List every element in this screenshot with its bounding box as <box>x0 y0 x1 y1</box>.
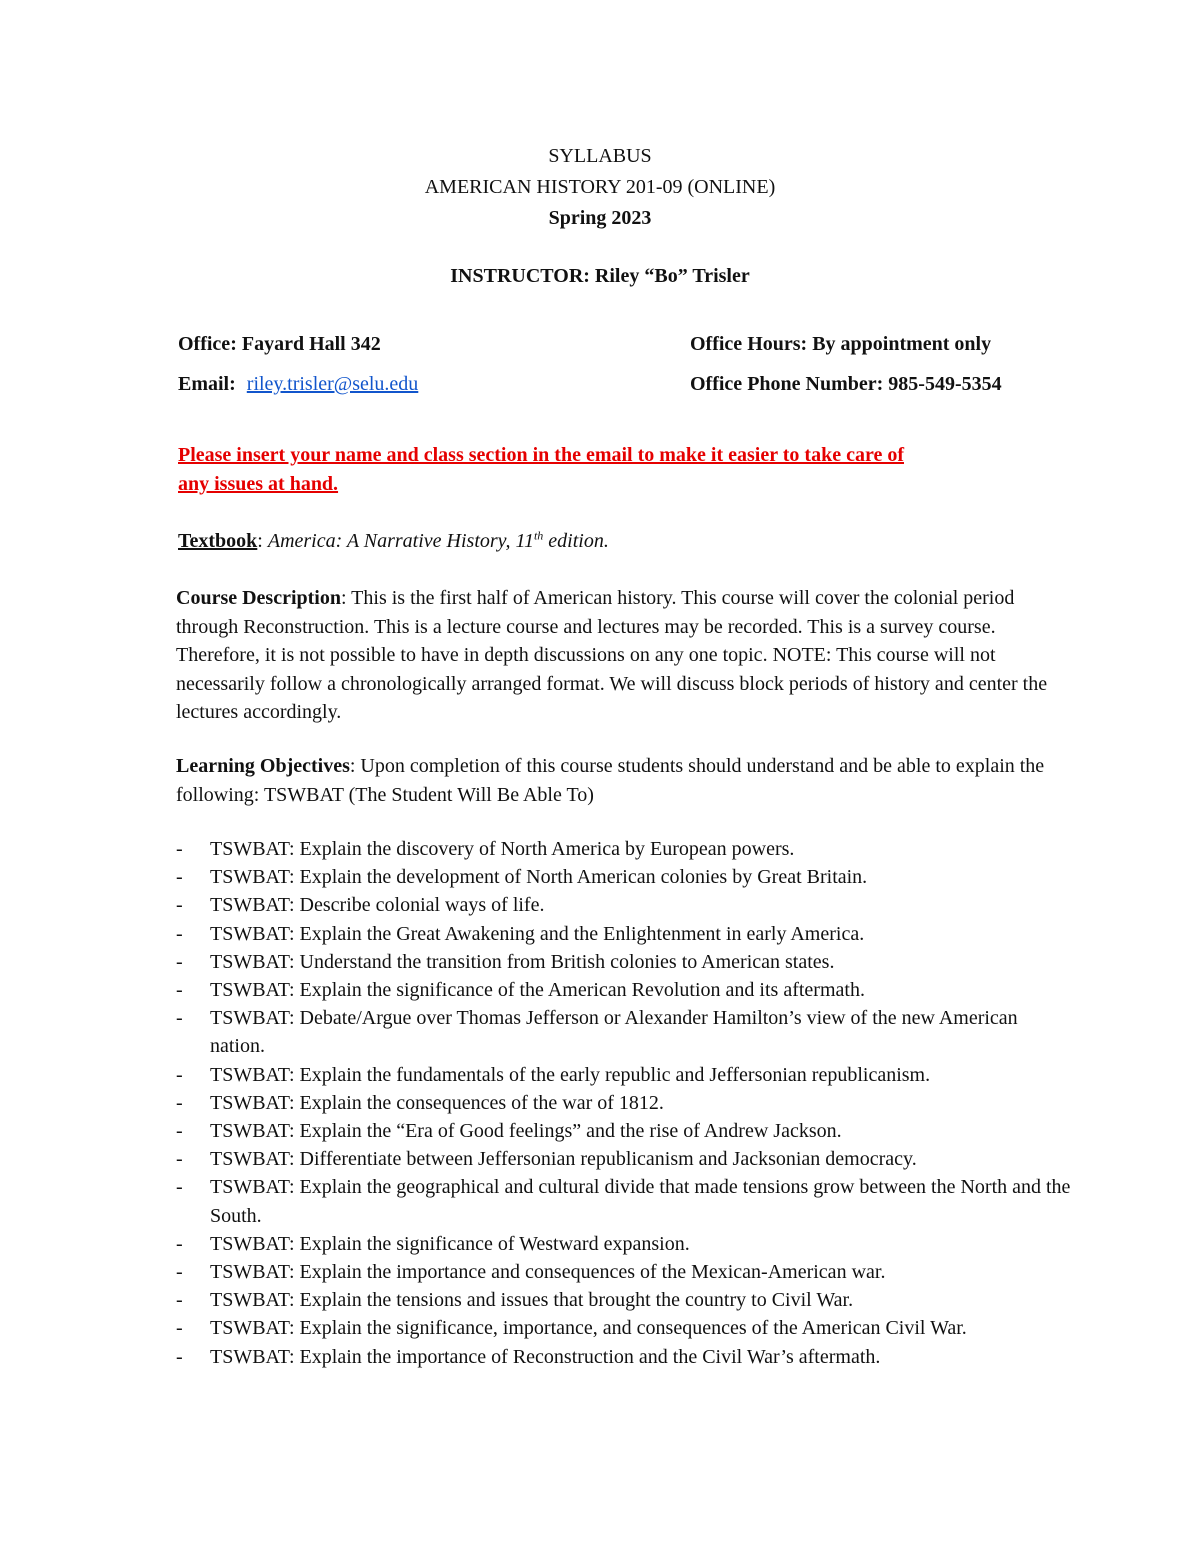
objective-text: TSWBAT: Explain the significance of Westward expansion. <box>210 1232 690 1255</box>
email-label: Email: <box>178 373 236 395</box>
textbook-line <box>178 527 609 555</box>
bullet-dash: - <box>176 1317 183 1340</box>
objective-item <box>176 1258 1076 1286</box>
objective-item <box>176 863 1076 891</box>
course-description <box>176 584 1076 727</box>
textbook-edition: edition. <box>543 530 609 552</box>
objective-text: TSWBAT: Differentiate between Jeffersonian republicanism and Jacksonian democracy. <box>210 1148 917 1171</box>
objective-text: TSWBAT: Explain the importance and consequences of the Mexican-American war. <box>210 1261 886 1284</box>
bullet-dash: - <box>176 1289 183 1312</box>
objective-text: TSWBAT: Explain the “Era of Good feelings” and the rise of Andrew Jackson. <box>210 1120 842 1143</box>
bullet-dash: - <box>176 1345 183 1368</box>
objective-item <box>176 1089 1076 1117</box>
bullet-dash: - <box>176 1232 183 1255</box>
objective-item <box>176 1343 1076 1371</box>
objective-text: TSWBAT: Explain the significance of the American Revolution and its aftermath. <box>210 979 865 1002</box>
email-row <box>178 370 418 398</box>
bullet-dash: - <box>176 1176 183 1199</box>
bullet-dash: - <box>176 894 183 917</box>
bullet-dash: - <box>176 979 183 1002</box>
objective-text: TSWBAT: Explain the Great Awakening and the Enlightenment in early America. <box>210 922 865 945</box>
learning-objectives <box>176 752 1046 809</box>
objective-item <box>176 976 1076 1004</box>
office-hours: Office Hours: By appointment only <box>690 333 992 355</box>
objective-item <box>176 1117 1076 1145</box>
course-title: AMERICAN HISTORY 201-09 (ONLINE) <box>424 176 776 198</box>
objective-item <box>176 1004 1076 1060</box>
objective-item <box>176 948 1076 976</box>
page-title: SYLLABUS <box>548 145 652 167</box>
objective-text: TSWBAT: Describe colonial ways of life. <box>210 894 545 917</box>
objective-item <box>176 1230 1076 1258</box>
objective-item <box>176 1061 1076 1089</box>
objective-text: TSWBAT: Explain the geographical and cultural divide that made tensions grow between the North and the South. <box>210 1176 1071 1227</box>
office-location: Office: Fayard Hall 342 <box>178 333 381 355</box>
objective-item <box>176 1286 1076 1314</box>
objectives-list <box>176 835 1076 1371</box>
objective-text: TSWBAT: Explain the fundamentals of the early republic and Jeffersonian republicanism. <box>210 1063 931 1086</box>
objective-text: TSWBAT: Explain the importance of Reconstruction and the Civil War’s aftermath. <box>210 1345 881 1368</box>
objective-text: TSWBAT: Explain the discovery of North America by European powers. <box>210 838 795 860</box>
course-description-label: Course Description <box>176 587 341 609</box>
objective-text: TSWBAT: Explain the development of North American colonies by Great Britain. <box>210 866 868 889</box>
bullet-dash: - <box>176 866 183 889</box>
bullet-dash: - <box>176 950 183 973</box>
email-link[interactable]: riley.trisler@selu.edu <box>246 373 419 395</box>
bullet-dash: - <box>176 1007 183 1030</box>
objective-item <box>176 1145 1076 1173</box>
objective-item <box>176 891 1076 919</box>
textbook-edition-suffix: th <box>533 528 544 543</box>
objective-item <box>176 1173 1076 1229</box>
objective-text: TSWBAT: Explain the consequences of the war of 1812. <box>210 1091 664 1114</box>
textbook-separator: : <box>257 530 263 552</box>
bullet-dash: - <box>176 1148 183 1171</box>
bullet-dash: - <box>176 1261 183 1284</box>
email-notice-line-1: Please insert your name and class section in the email to make it easier to take care of <box>178 444 904 466</box>
objective-text: TSWBAT: Explain the significance, importance, and consequences of the American Civil War. <box>210 1317 967 1340</box>
course-description-text: : This is the first half of American history. This course will cover the colonial period through Reconstruction. This is a lecture course and lectures may be recorded. This is a survey course. Therefore, it is not possible to have in depth discussions on any one topic. NOTE: This course will not necessarily follow a chronologically arranged format. We will discuss block periods of history and center the lectures accordingly. <box>176 587 1048 723</box>
bullet-dash: - <box>176 922 183 945</box>
objective-item <box>176 835 1076 863</box>
objective-text: TSWBAT: Debate/Argue over Thomas Jefferson or Alexander Hamilton’s view of the new American nation. <box>210 1007 1018 1058</box>
office-phone: Office Phone Number: 985-549-5354 <box>690 373 1002 395</box>
email-notice-line-2: any issues at hand. <box>178 473 339 495</box>
instructor-name: INSTRUCTOR: Riley “Bo” Trisler <box>450 265 750 287</box>
bullet-dash: - <box>176 1091 183 1114</box>
bullet-dash: - <box>176 1120 183 1143</box>
objective-text: TSWBAT: Understand the transition from British colonies to American states. <box>210 950 835 973</box>
objective-text: TSWBAT: Explain the tensions and issues that brought the country to Civil War. <box>210 1289 854 1312</box>
term: Spring 2023 <box>548 207 652 229</box>
bullet-dash: - <box>176 838 183 860</box>
objective-item <box>176 1314 1076 1342</box>
textbook-title: America: A Narrative History, 11 <box>267 530 534 552</box>
bullet-dash: - <box>176 1063 183 1086</box>
learning-objectives-label: Learning Objectives <box>176 755 350 777</box>
objective-item <box>176 920 1076 948</box>
learning-objectives-text: : Upon completion of this course students should understand and be able to explain the following: TSWBAT (The Student Will Be Able To) <box>176 755 1045 806</box>
textbook-label: Textbook <box>178 530 258 552</box>
